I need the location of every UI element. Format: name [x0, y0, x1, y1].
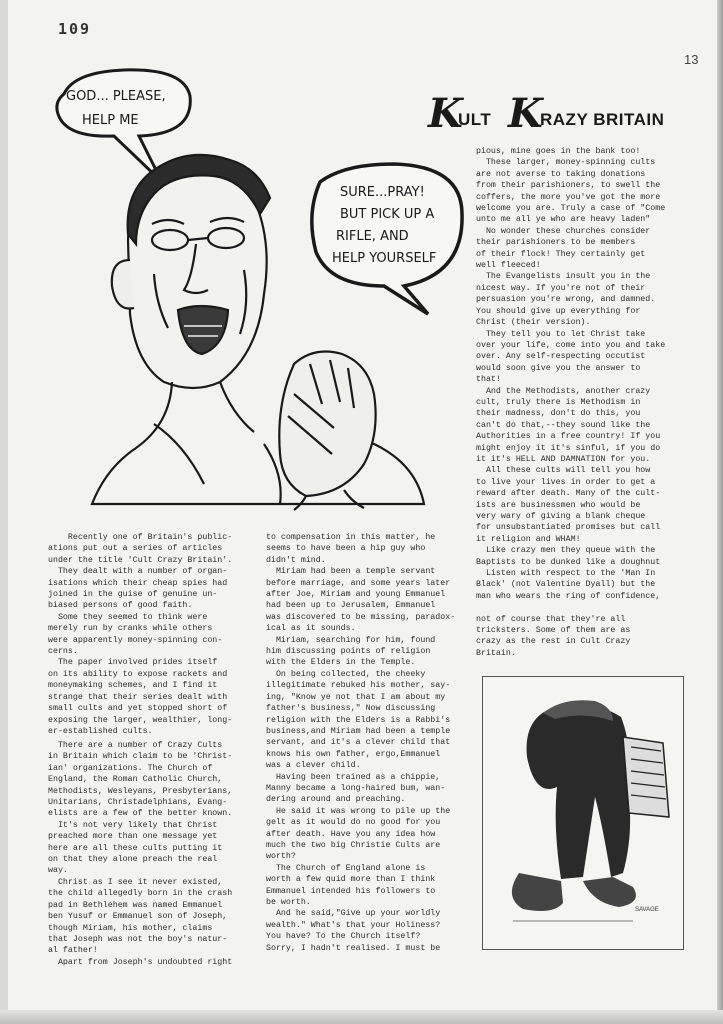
sketch-signature: SAVAGE — [635, 907, 659, 913]
page-bottom-shadow — [0, 1010, 723, 1024]
handwritten-page-number: 109 — [58, 20, 92, 38]
title-word-cult: ULT — [458, 110, 492, 129]
accordion-player-drawing — [483, 677, 683, 949]
page-edge-shadow — [717, 0, 723, 1024]
title-initial-k2: K — [508, 90, 543, 137]
speech-right-line-4: HELP YOURSELF — [332, 251, 437, 266]
speech-right-line-1: SURE...PRAY! — [340, 185, 425, 200]
title-word-crazy-britain: RAZY BRITAIN — [540, 110, 665, 129]
speech-right-line-3: RIFLE, AND — [336, 229, 409, 244]
page-number: 13 — [684, 52, 699, 67]
speech-right-line-2: BUT PICK UP A — [340, 207, 435, 222]
article-column-1a: Recently one of Britain's public- ations put out a series of articles under the title 'Cult Crazy Britain'. They dealt with a number of organ- isations which their cheap spies had joined in the guise of genuine un- biased persons of good faith. Some they seemed to think were merely run by cranks while others were apparently money-spinning con- cerns. The paper involved prides itself on its ability to expose rackets and moneymaking schemes, and I find it strange that their series dealt with small cults and yet stopped short of exposing the larger, wealthier, long- er-established cults. — [48, 533, 233, 736]
cartoon-illustration — [44, 64, 474, 512]
article-column-2: to compensation in this matter, he seems to have been a hip guy who didn't mind. Miriam had been a temple servant before marriage, and some years later after Joe, Miriam and young Emmanuel had been up to Jerusalem, Emmanuel was discovered to be missing, paradox- ical as it sounds. Miriam, searching for him, found him discussing points of religion with the Elders in the Temple. On being collected, the cheeky illegitimate rebuked his mother, say- ing, "Know ye not that I am about my father's business," Now discussing religion with the Elders is a Rabbi's business,and Miriam had been a temple servant, and it's a clever child that knows his own father, ergo,Emmanuel was a clever child. Having been trained as a chippie, Manny became a long-haired bum, wan- dering around and preaching. He said it was wrong to pile up the gelt as it would do no good for you after death. Have you any idea how much the two big Christie Cults are worth? The Church of England alone is worth a few quid more than I think Emmanuel intended his followers to be worth. And he said,"Give up your worldly wealth." What's that your Holiness? You have? To the Church itself? Sorry, I hadn't realised. I must be — [266, 533, 456, 953]
speech-bubble-right — [312, 164, 462, 314]
speech-left-line-2: HELP ME — [82, 113, 139, 128]
speech-left-line-1: GOD... PLEASE, — [66, 89, 166, 104]
title-initial-k1: K — [428, 90, 463, 137]
article-column-3: pious, mine goes in the bank too! These larger, money-spinning cults are not averse to taking donations from their parishioners, to swell the coffers, the more you've got the more welcome you are. Truly a case of "Come unto me all ye who are heavy laden" No wonder these churches consider their parishioners to be members of their flock! They certainly get well fleeced! The Evangelists insult you in the nicest way. If you're not of their persuasion you're wrong, and damned. You should give up everything for Christ (their version). They tell you to let Christ take over your life, come into you and take over. Any self-respecting occutist would soon give you the answer to that! And the Methodists, another crazy cult, truly there is Methodism in their madness, don't do this, you can't do that,--they sound like the Authorities in a free country! If you might enjoy it it's sinful, if you do it it's HELL AND DAMNATION for you. All these cults will tell you how to live your lives in order to get a reward after death. Many of the cult- ists are businessmen who would be very wary of giving a blank cheque for unsubstantiated promises but call it religion and WHAM! Like crazy men they queue with the Baptists to be dunked like a doughnut Listen with respect to the 'Man In Black' (not Valentine Dyall) but the man who wears the ring of confidence, not of course that they're all tricksters. Some of them are as crazy as the rest in Cult Crazy Britain. — [476, 147, 666, 658]
article-column-1b: There are a number of Crazy Cults in Britain which claim to be 'Christ- ian' organizations. The Church of England, the Roman Catholic Church, Methodists, Wesleyans, Presbyterians, Unitarians, Christadelphians, Evang- elists are a few of the better known. It's not very likely that Christ preached more than one message yet here are all these cults putting it on that they alone preach the real way. Christ as I see it never existed, the child allegedly born in the crash pad in Bethlehem was named Emmanuel ben Yusuf or Emmanuel son of Joseph, though Miriam, his mother, claims that Joseph was not the boy's natur- al father! Apart from Joseph's undoubted right — [48, 741, 233, 967]
accordion-player-sketch — [482, 676, 684, 950]
